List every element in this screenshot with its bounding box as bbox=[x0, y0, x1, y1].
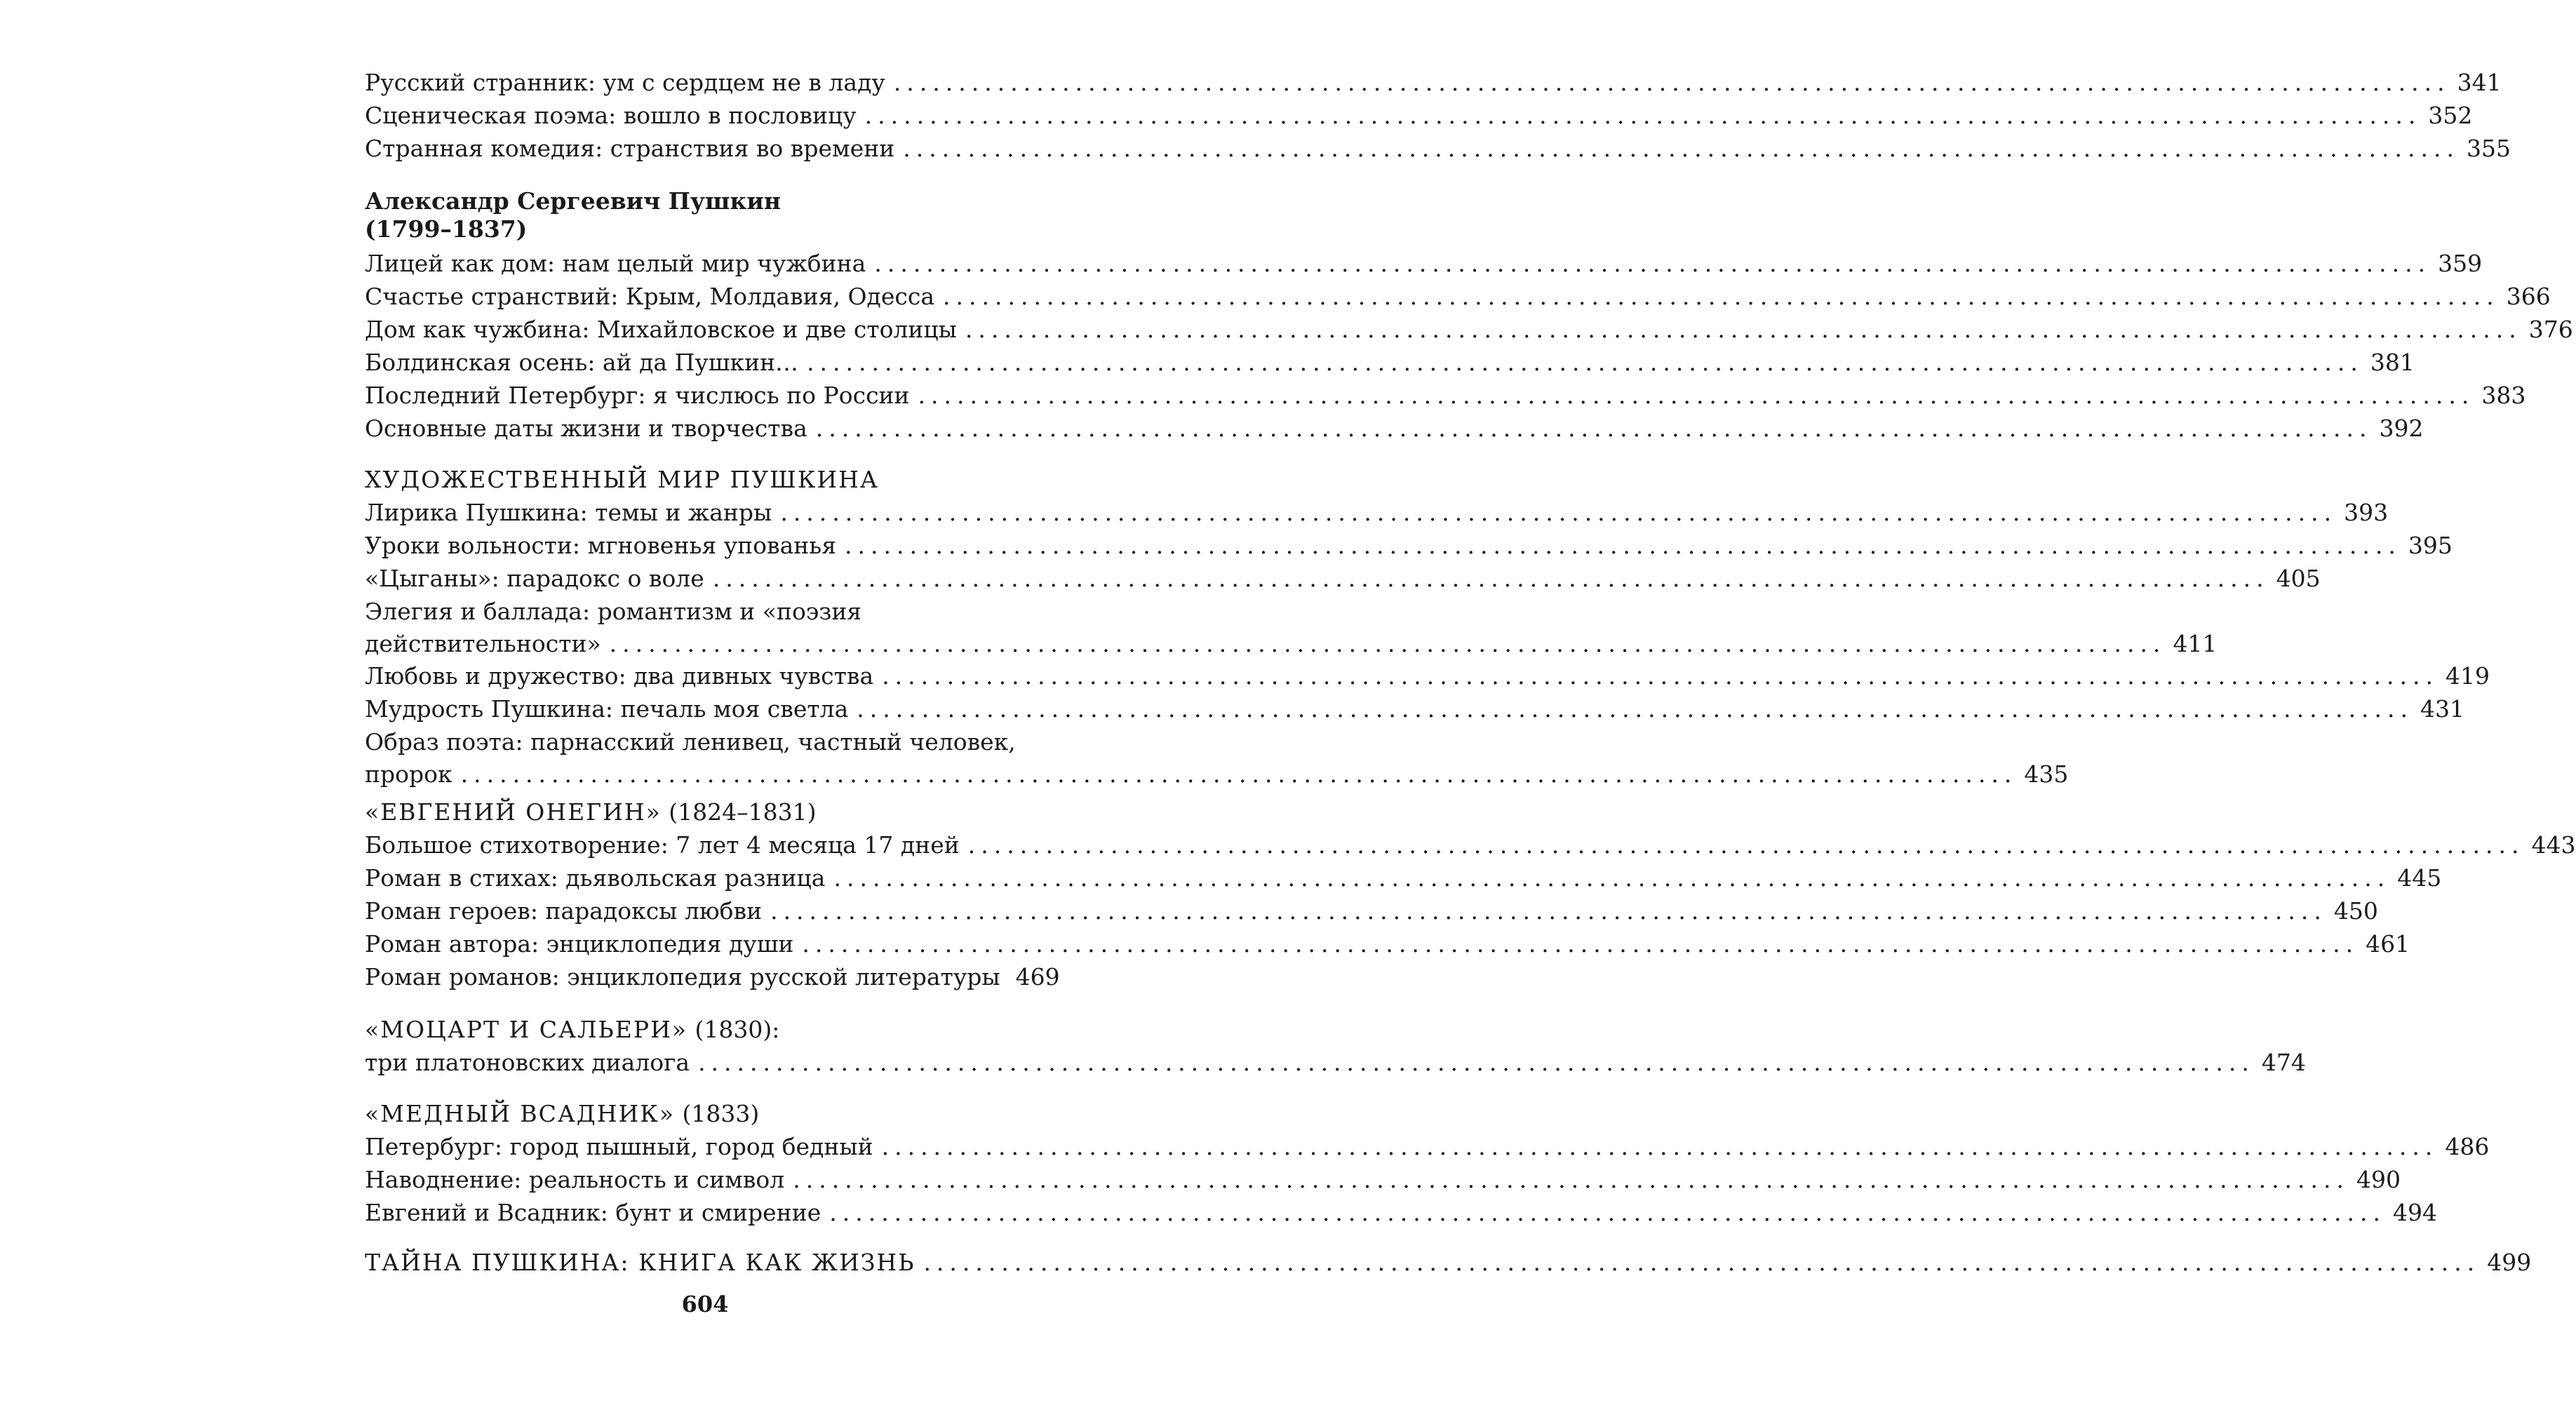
leader-dots: ........................................................................................................................ bbox=[903, 135, 2460, 162]
toc-entry-title: Сценическая поэма: вошло в пословицу bbox=[365, 102, 857, 129]
toc-entry-title: пророк bbox=[365, 760, 452, 788]
section-heading-caps: «МОЦАРТ И САЛЬЕРИ» bbox=[365, 1016, 688, 1043]
section-heading-title: ТАЙНА ПУШКИНА: КНИГА КАК ЖИЗНЬ bbox=[365, 1249, 915, 1276]
toc-entry-title: Счастье странствий: Крым, Молдавия, Одесса bbox=[365, 283, 935, 310]
leader-dots: ........................................................................................................................ bbox=[802, 930, 2359, 958]
section-heading bbox=[365, 1014, 1045, 1046]
toc-entry-title: Лицей как дом: нам целый мир чужбина bbox=[365, 250, 866, 277]
toc-entry bbox=[365, 412, 2424, 445]
toc-entry bbox=[365, 67, 2502, 99]
toc-entry bbox=[365, 248, 2483, 280]
page-number: 604 bbox=[681, 1291, 729, 1317]
toc-entry bbox=[365, 726, 2069, 791]
toc-entry-title: Роман героев: парадоксы любви bbox=[365, 897, 763, 925]
leader-dots: ........................................................................................................................ bbox=[807, 349, 2363, 376]
toc-entry-title: Роман автора: энциклопедия души bbox=[365, 930, 794, 958]
toc-entry-title: Наводнение: реальность и символ bbox=[365, 1166, 785, 1193]
leader-dots: ........................................................................................................................ bbox=[864, 102, 2422, 129]
toc-entry-title: Мудрость Пушкина: печаль моя светла bbox=[365, 695, 849, 723]
leader-dots: ........................................................................................................................ bbox=[770, 897, 2327, 925]
toc-entry bbox=[365, 497, 2389, 529]
toc-entry-title: Основные даты жизни и творчества bbox=[365, 415, 807, 442]
section-heading bbox=[365, 1247, 2532, 1279]
toc-entry-page: 411 bbox=[2173, 630, 2218, 657]
toc-entry bbox=[365, 1131, 2490, 1163]
toc-entry-title: Роман в стихах: дьявольская разница bbox=[365, 864, 826, 892]
toc-entry-title: три платоновских диалога bbox=[365, 1049, 690, 1076]
section-heading bbox=[365, 796, 1045, 828]
leader-dots: ........................................................................................................................ bbox=[943, 283, 2500, 310]
leader-dots: ........................................................................................................................ bbox=[815, 415, 2373, 442]
leader-dots: ........................................................................................................................ bbox=[857, 695, 2414, 723]
toc-entry bbox=[365, 1197, 2438, 1229]
toc-entry-page: 352 bbox=[2428, 102, 2473, 129]
toc-entry-page: 419 bbox=[2445, 662, 2490, 690]
leader-dots: ........................................................................................................................ bbox=[874, 250, 2431, 277]
toc-entry-page: 443 bbox=[2531, 831, 2576, 859]
toc-entry-title: Петербург: город пышный, город бедный bbox=[365, 1133, 873, 1160]
section-heading-years: (1830): bbox=[687, 1016, 780, 1043]
toc-entry-title: Дом как чужбина: Михайловское и две столицы bbox=[365, 316, 957, 343]
toc-entry-page: 366 bbox=[2506, 283, 2551, 310]
section-heading-years: (1833) bbox=[675, 1100, 760, 1127]
leader-dots: ........................................................................................................................ bbox=[833, 864, 2391, 892]
toc-entry-title: Русский странник: ум с сердцем не в ладу bbox=[365, 69, 885, 96]
toc-entry-title: «Цыганы»: парадокс о воле bbox=[365, 565, 704, 592]
toc-entry-title: Странная комедия: странствия во времени bbox=[365, 135, 895, 162]
toc-entry-page: 486 bbox=[2445, 1133, 2490, 1160]
toc-entry-title: Последний Петербург: я числюсь по России bbox=[365, 382, 910, 409]
toc-entry bbox=[365, 596, 2218, 660]
toc-entry bbox=[365, 829, 2576, 861]
toc-entry-page: 405 bbox=[2276, 565, 2321, 592]
section-heading-caps: «МЕДНЫЙ ВСАДНИК» bbox=[365, 1100, 676, 1127]
toc-entry-page: 431 bbox=[2420, 695, 2465, 723]
section-heading-caps: «ЕВГЕНИЙ ОНЕГИН» bbox=[365, 798, 662, 826]
toc-entry-page: 461 bbox=[2366, 930, 2410, 958]
toc-entry bbox=[365, 347, 2415, 379]
toc-entry-page: 490 bbox=[2356, 1166, 2401, 1193]
toc-entry-page: 445 bbox=[2397, 864, 2442, 892]
toc-entry bbox=[365, 862, 2442, 894]
section-heading bbox=[365, 1098, 1045, 1130]
toc-entry-title: Роман романов: энциклопедия русской литературы bbox=[365, 963, 1000, 991]
toc-entry bbox=[365, 133, 2511, 165]
leader-dots: ........................................................................................................................ bbox=[780, 499, 2337, 526]
toc-entry bbox=[365, 1047, 2306, 1079]
leader-dots: ........................................................................................................................ bbox=[609, 630, 2166, 657]
toc-entry bbox=[365, 380, 2526, 412]
leader-dots: ........................................................................................................................ bbox=[712, 565, 2269, 592]
toc-entry-page: 381 bbox=[2370, 349, 2415, 376]
toc-entry-page: 359 bbox=[2438, 250, 2483, 277]
toc-page bbox=[365, 67, 2576, 1329]
toc-entry bbox=[365, 100, 2473, 132]
toc-entry bbox=[365, 1164, 2401, 1196]
leader-dots: ........................................................................................................................ bbox=[965, 316, 2522, 343]
toc-entry-title: Уроки вольности: мгновенья упованья bbox=[365, 532, 837, 559]
toc-entry-page: 435 bbox=[2024, 760, 2069, 788]
toc-entry bbox=[365, 895, 2378, 927]
leader-dots: ........................................................................................................................ bbox=[698, 1049, 2255, 1076]
toc-entry bbox=[365, 928, 2410, 960]
leader-dots: ........................................................................................................................ bbox=[881, 1133, 2439, 1160]
leader-dots: ........................................................................................................................ bbox=[882, 662, 2439, 690]
toc-entry-title: Любовь и дружество: два дивных чувства bbox=[365, 662, 874, 690]
author-years: (1799–1837) bbox=[365, 215, 528, 243]
toc-entry-page: 376 bbox=[2528, 316, 2573, 343]
toc-entry-page: 494 bbox=[2393, 1199, 2438, 1226]
leader-dots: ........................................................................................................................ bbox=[893, 69, 2450, 96]
toc-entry-page: 450 bbox=[2333, 897, 2378, 925]
toc-entry bbox=[365, 281, 2551, 313]
toc-entry-page: 383 bbox=[2481, 382, 2526, 409]
toc-entry-page: 392 bbox=[2379, 415, 2424, 442]
toc-entry bbox=[365, 660, 2490, 692]
section-heading-years: (1824–1831) bbox=[661, 798, 817, 826]
toc-entry-title: Евгений и Всадник: бунт и смирение bbox=[365, 1199, 821, 1226]
leader-dots: ........................................................................................................................ bbox=[829, 1199, 2387, 1226]
toc-entry bbox=[365, 693, 2465, 725]
toc-entry bbox=[365, 961, 1060, 993]
toc-entry bbox=[365, 314, 2573, 346]
toc-entry-title: Большое стихотворение: 7 лет 4 месяца 17 дней bbox=[365, 831, 960, 859]
toc-entry-title: Лирика Пушкина: темы и жанры bbox=[365, 499, 772, 526]
toc-entry-page: 355 bbox=[2467, 135, 2511, 162]
toc-entry-page: 395 bbox=[2408, 532, 2453, 559]
author-name: Александр Сергеевич Пушкин bbox=[365, 187, 781, 215]
toc-entry-title: Болдинская осень: ай да Пушкин… bbox=[365, 349, 799, 376]
toc-entry bbox=[365, 563, 2321, 595]
toc-entry bbox=[365, 530, 2453, 562]
leader-dots: ........................................................................................................................ bbox=[923, 1249, 2481, 1276]
leader-dots: ........................................................................................................................ bbox=[967, 831, 2525, 859]
leader-dots: ........................................................................................................................ bbox=[460, 760, 2018, 788]
toc-entry-page: 469 bbox=[1015, 963, 1060, 991]
toc-entry-page: 474 bbox=[2261, 1049, 2306, 1076]
section-heading: ХУДОЖЕСТВЕННЫЙ МИР ПУШКИНА bbox=[365, 466, 879, 493]
toc-entry-page: 393 bbox=[2344, 499, 2389, 526]
leader-dots: ........................................................................................................................ bbox=[793, 1166, 2350, 1193]
toc-entry-title: действительности» bbox=[365, 630, 601, 657]
toc-entry-page: 499 bbox=[2487, 1249, 2532, 1276]
leader-dots: ........................................................................................................................ bbox=[845, 532, 2401, 559]
toc-entry-title-line1: Элегия и баллада: романтизм и «поэзия bbox=[365, 598, 862, 625]
leader-dots: ........................................................................................................................ bbox=[918, 382, 2475, 409]
toc-entry-title-line1: Образ поэта: парнасский ленивец, частный человек, bbox=[365, 728, 1016, 756]
toc-entry-page: 341 bbox=[2457, 69, 2502, 96]
